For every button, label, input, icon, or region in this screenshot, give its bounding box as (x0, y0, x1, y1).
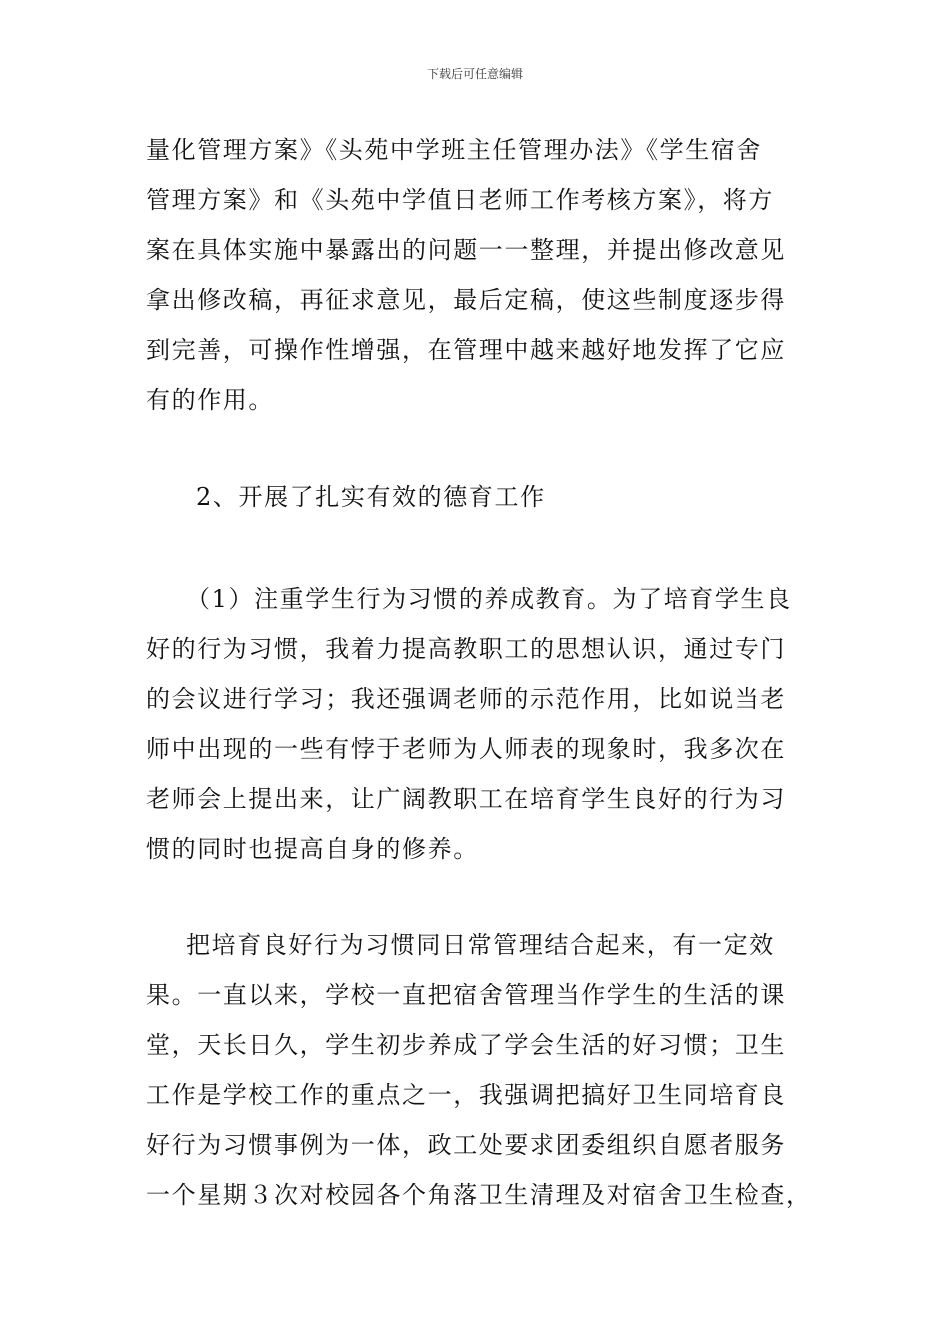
text-line: 到完善，可操作性增强，在管理中越来越好地发挥了它应 (146, 336, 786, 364)
text-line: 好行为习惯事例为一体，政工处要求团委组织自愿者服务 (146, 1131, 786, 1159)
text-line: 的会议进行学习；我还强调老师的示范作用，比如说当老 (146, 685, 786, 713)
text-line: 果。一直以来，学校一直把宿舍管理当作学生的生活的课 (146, 981, 786, 1009)
paragraph-daily-management (146, 920, 810, 1220)
text-line: 工作是学校工作的重点之一，我强调把搞好卫生同培育良 (146, 1081, 786, 1109)
section-heading (146, 472, 810, 522)
text-line: 把培育良好行为习惯同日常管理结合起来，有一定效 (186, 931, 775, 959)
text-line: 量化管理方案》《头苑中学班主任管理办法》《学生宿舍 (146, 136, 762, 164)
text-line: （1）注重学生行为习惯的养成教育。为了培育学生良 (186, 585, 792, 613)
text-line: 好的行为习惯，我着力提高教职工的思想认识，通过专门 (146, 635, 786, 663)
text-line: 管理方案》和《头苑中学值日老师工作考核方案》，将方 (146, 186, 774, 214)
paragraph-behavior-habits (146, 574, 810, 874)
page-header: 下载后可任意编辑 (426, 67, 523, 81)
text-line: 案在具体实施中暴露出的问题一一整理，并提出修改意见 (146, 236, 786, 264)
paragraph-regulations (146, 125, 810, 425)
text-line: 老师会上提出来，让广阔教职工在培育学生良好的行为习 (146, 785, 786, 813)
text-line: 师中出现的一些有悖于老师为人师表的现象时，我多次在 (146, 735, 786, 763)
text-line: 惯的同时也提高自身的修养。 (146, 835, 479, 863)
text-line: 有的作用。 (146, 386, 274, 414)
text-line: 一个星期３次对校园各个角落卫生清理及对宿舍卫生检查， (146, 1181, 812, 1209)
heading-line: 2、开展了扎实有效的德育工作 (196, 483, 546, 511)
text-line: 堂，天长日久，学生初步养成了学会生活的好习惯；卫生 (146, 1031, 786, 1059)
text-line: 拿出修改稿，再征求意见，最后定稿，使这些制度逐步得 (146, 286, 786, 314)
